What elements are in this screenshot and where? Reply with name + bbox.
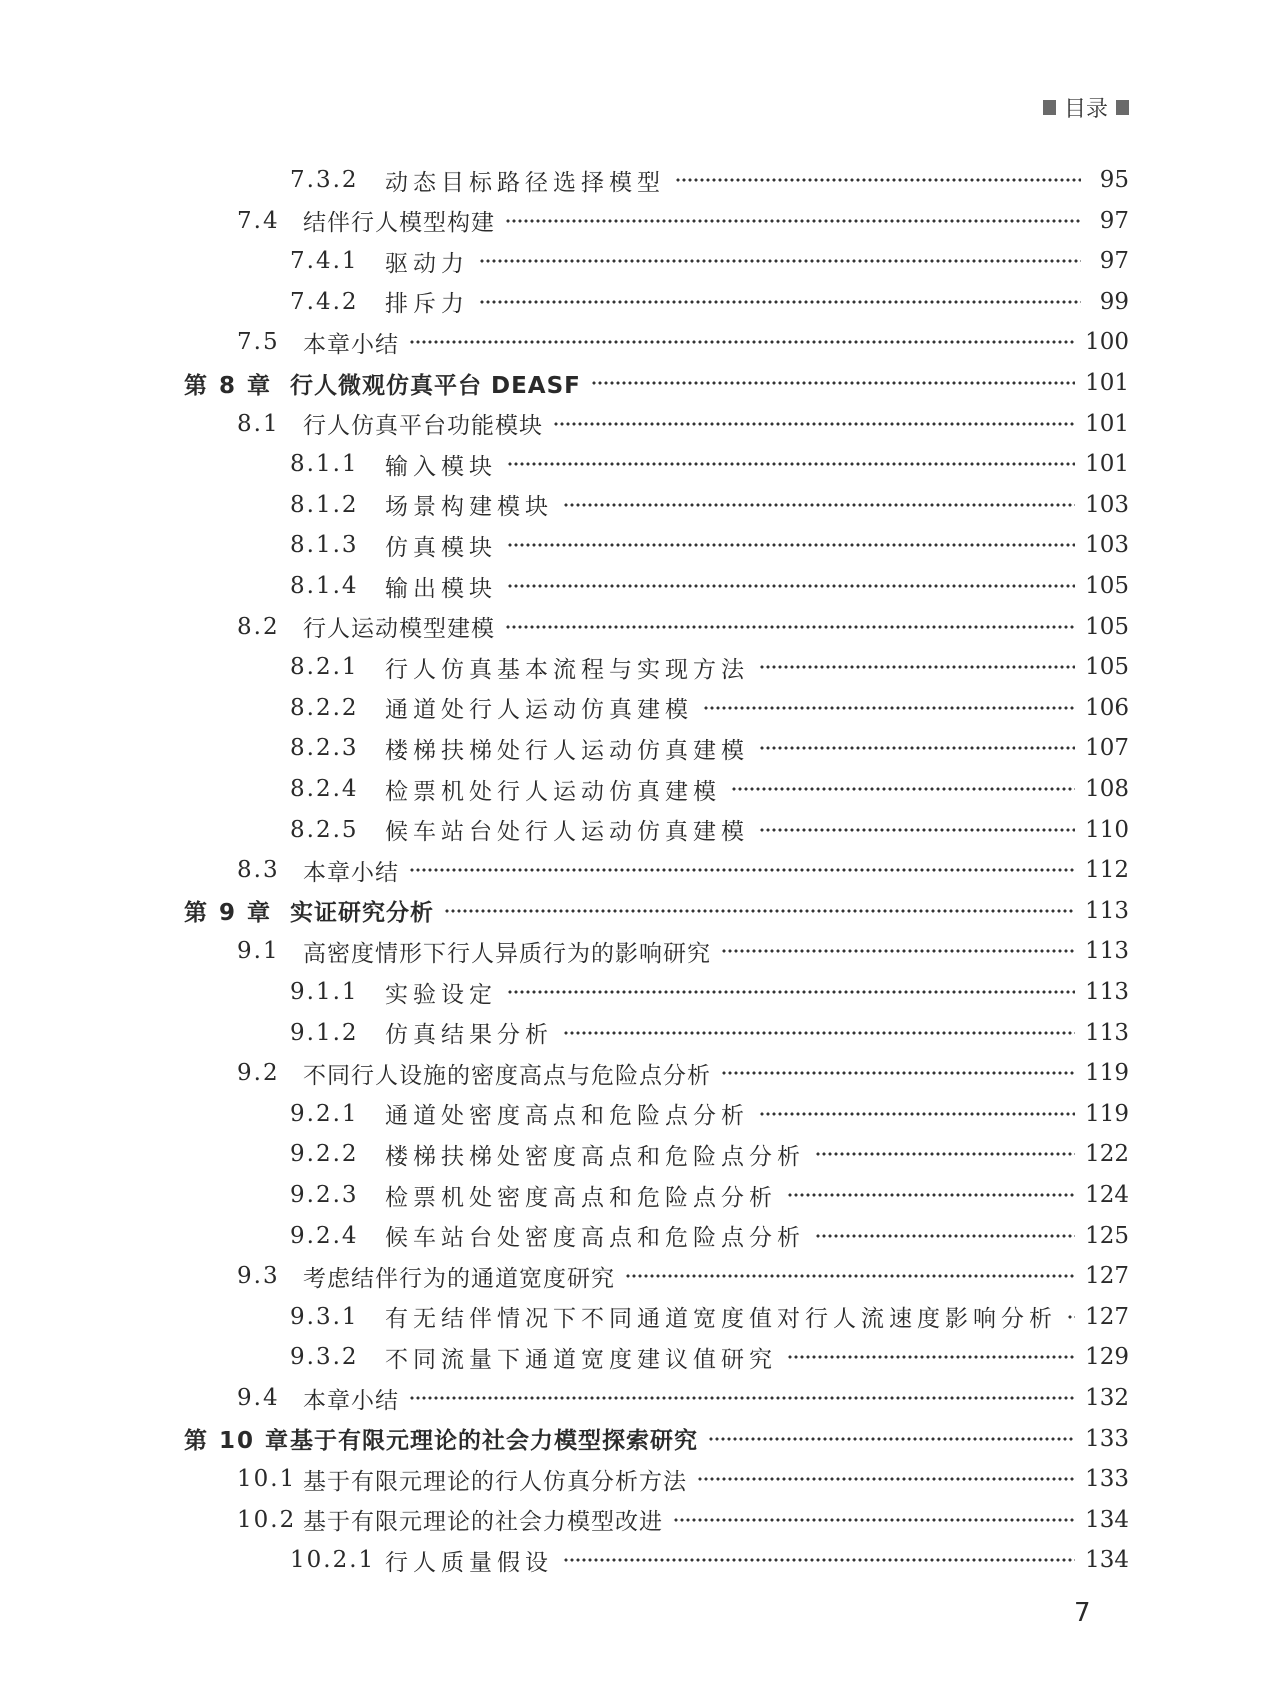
dot-leader	[563, 1553, 1075, 1567]
entry-page: 101	[1085, 370, 1129, 396]
dot-leader	[563, 1026, 1075, 1040]
entry-title: 动态目标路径选择模型	[385, 169, 665, 196]
dot-leader	[787, 1350, 1075, 1364]
entry-page: 99	[1099, 288, 1129, 315]
entry-title: 通道处行人运动仿真建模	[385, 697, 693, 724]
toc-section-entry[interactable]	[237, 607, 1129, 647]
entry-number: 第 8 章	[184, 372, 273, 399]
entry-page: 106	[1085, 694, 1129, 721]
entry-page: 97	[1099, 248, 1129, 275]
entry-page: 113	[1085, 1019, 1129, 1046]
toc-section-entry[interactable]	[237, 201, 1129, 241]
entry-page: 134	[1085, 1547, 1129, 1574]
dot-leader	[507, 457, 1075, 471]
dot-leader	[721, 944, 1075, 958]
toc-subsection-entry[interactable]	[290, 810, 1129, 850]
dot-leader	[759, 1107, 1075, 1121]
toc-subsection-entry[interactable]	[290, 282, 1129, 322]
entry-number: 8.2.2	[290, 694, 359, 721]
entry-title: 不同流量下通道宽度建议值研究	[385, 1346, 777, 1373]
entry-title: 仿真模块	[385, 534, 497, 561]
entry-title: 输出模块	[385, 575, 497, 602]
entry-number: 7.4	[237, 207, 280, 234]
entry-page: 103	[1085, 532, 1129, 559]
entry-title: 本章小结	[303, 859, 399, 886]
toc-subsection-entry[interactable]	[290, 972, 1129, 1012]
entry-page: 129	[1085, 1344, 1129, 1371]
dot-leader	[697, 1472, 1075, 1486]
dot-leader	[673, 1513, 1075, 1527]
entry-number: 7.4.2	[290, 288, 359, 315]
entry-page: 105	[1085, 654, 1129, 681]
entry-title: 不同行人设施的密度高点与危险点分析	[303, 1062, 711, 1089]
dot-leader	[675, 173, 1081, 187]
entry-number: 10.1	[237, 1466, 297, 1493]
toc-section-entry[interactable]	[237, 931, 1129, 971]
square-ornament-icon	[1116, 100, 1129, 115]
toc-section-entry[interactable]	[237, 1459, 1129, 1499]
entry-page: 105	[1085, 613, 1129, 640]
dot-leader	[815, 1229, 1075, 1243]
entry-number: 8.2	[237, 613, 280, 640]
dot-leader	[759, 823, 1075, 837]
toc-section-entry[interactable]	[237, 1053, 1129, 1093]
entry-title: 楼梯扶梯处密度高点和危险点分析	[385, 1143, 805, 1170]
entry-page: 134	[1085, 1506, 1129, 1533]
entry-number: 9.2.2	[290, 1141, 359, 1168]
dot-leader	[591, 376, 1075, 390]
entry-title: 行人质量假设	[385, 1549, 553, 1576]
entry-title: 实证研究分析	[290, 900, 434, 927]
toc-chapter-entry[interactable]	[184, 891, 1129, 931]
dot-leader	[563, 498, 1075, 512]
entry-title: 楼梯扶梯处行人运动仿真建模	[385, 737, 749, 764]
entry-number: 9.2	[237, 1060, 280, 1087]
dot-leader	[409, 863, 1075, 877]
entry-page: 113	[1085, 938, 1129, 965]
entry-title: 行人微观仿真平台 DEASF	[290, 372, 581, 399]
toc-subsection-entry[interactable]	[290, 728, 1129, 768]
entry-number: 9.2.4	[290, 1222, 359, 1249]
entry-number: 7.5	[237, 329, 280, 356]
dot-leader	[625, 1269, 1075, 1283]
entry-page: 101	[1085, 451, 1129, 478]
entry-title: 检票机处行人运动仿真建模	[385, 778, 721, 805]
toc-subsection-entry[interactable]	[290, 1013, 1129, 1053]
entry-page: 107	[1085, 735, 1129, 762]
entry-title: 排斥力	[385, 291, 469, 318]
toc-subsection-entry[interactable]	[290, 769, 1129, 809]
entry-number: 8.2.4	[290, 776, 359, 802]
toc-section-entry[interactable]	[237, 1378, 1129, 1418]
toc-section-entry[interactable]	[237, 322, 1129, 362]
entry-number: 8.2.5	[290, 816, 359, 843]
dot-leader	[409, 1391, 1075, 1405]
toc-subsection-entry[interactable]	[290, 1297, 1129, 1337]
toc-subsection-entry[interactable]	[290, 160, 1129, 200]
entry-number: 8.1	[237, 410, 280, 437]
entry-page: 113	[1085, 979, 1129, 1005]
entry-page: 108	[1085, 776, 1129, 802]
toc-subsection-entry[interactable]	[290, 1094, 1129, 1134]
entry-number: 10.2.1	[290, 1547, 376, 1574]
toc-subsection-entry[interactable]	[290, 485, 1129, 525]
dot-leader	[787, 1188, 1075, 1202]
entry-title: 考虑结伴行为的通道宽度研究	[303, 1265, 615, 1292]
toc-section-entry[interactable]	[237, 404, 1129, 444]
dot-leader	[479, 295, 1081, 309]
entry-number: 8.1.2	[290, 491, 359, 518]
toc-subsection-entry[interactable]	[290, 688, 1129, 728]
toc-subsection-entry[interactable]	[290, 566, 1129, 606]
entry-title: 结伴行人模型构建	[303, 210, 495, 237]
entry-page: 100	[1085, 329, 1129, 356]
entry-title: 候车站台处密度高点和危险点分析	[385, 1225, 805, 1252]
toc-subsection-entry[interactable]	[290, 1540, 1129, 1580]
dot-leader	[507, 579, 1075, 593]
entry-number: 9.3.1	[290, 1303, 359, 1330]
entry-number: 第 10 章	[184, 1428, 291, 1455]
entry-number: 9.1.2	[290, 1019, 359, 1046]
entry-number: 9.3	[237, 1263, 280, 1290]
toc-subsection-entry[interactable]	[290, 1216, 1129, 1256]
entry-number: 8.1.3	[290, 532, 359, 559]
entry-title: 候车站台处行人运动仿真建模	[385, 819, 749, 846]
toc-subsection-entry[interactable]	[290, 1337, 1129, 1377]
entry-number: 第 9 章	[184, 900, 273, 927]
toc-chapter-entry[interactable]	[184, 1419, 1129, 1459]
dot-leader	[505, 620, 1075, 634]
dot-leader	[1067, 1310, 1075, 1324]
dot-leader	[409, 335, 1075, 349]
entry-number: 9.2.1	[290, 1100, 359, 1127]
toc-section-entry[interactable]	[237, 1500, 1129, 1540]
entry-number: 8.1.1	[290, 451, 359, 478]
entry-title: 场景构建模块	[385, 494, 553, 521]
dot-leader	[731, 782, 1075, 796]
toc-subsection-entry[interactable]	[290, 525, 1129, 565]
entry-number: 8.2.3	[290, 735, 359, 762]
entry-number: 9.3.2	[290, 1344, 359, 1371]
toc-chapter-entry[interactable]	[184, 363, 1129, 403]
entry-title: 基于有限元理论的行人仿真分析方法	[303, 1468, 687, 1495]
entry-page: 101	[1085, 410, 1129, 437]
dot-leader	[759, 660, 1075, 674]
entry-page: 119	[1085, 1060, 1129, 1087]
entry-page: 105	[1085, 573, 1129, 599]
toc-section-entry[interactable]	[237, 850, 1129, 890]
dot-leader	[444, 904, 1075, 918]
dot-leader	[505, 214, 1081, 228]
entry-title: 实验设定	[385, 981, 497, 1008]
entry-page: 110	[1085, 816, 1129, 843]
toc-subsection-entry[interactable]	[290, 444, 1129, 484]
entry-page: 119	[1085, 1100, 1129, 1127]
entry-number: 7.3.2	[290, 167, 359, 193]
square-ornament-icon	[1043, 100, 1056, 115]
dot-leader	[507, 538, 1075, 552]
entry-title: 高密度情形下行人异质行为的影响研究	[303, 940, 711, 967]
entry-title: 基于有限元理论的社会力模型探索研究	[290, 1428, 698, 1455]
entry-title: 本章小结	[303, 1387, 399, 1414]
entry-page: 95	[1099, 167, 1129, 193]
entry-page: 112	[1085, 857, 1129, 884]
entry-number: 8.2.1	[290, 654, 359, 681]
entry-title: 仿真结果分析	[385, 1022, 553, 1049]
dot-leader	[507, 985, 1075, 999]
dot-leader	[703, 701, 1075, 715]
entry-number: 9.1.1	[290, 979, 359, 1005]
dot-leader	[553, 417, 1075, 431]
entry-title: 基于有限元理论的社会力模型改进	[303, 1509, 663, 1536]
entry-page: 122	[1085, 1141, 1129, 1168]
entry-title: 输入模块	[385, 453, 497, 480]
entry-page: 125	[1085, 1222, 1129, 1249]
entry-page: 124	[1085, 1182, 1129, 1208]
dot-leader	[815, 1147, 1075, 1161]
toc-section-entry[interactable]	[237, 1256, 1129, 1296]
entry-title: 有无结伴情况下不同通道宽度值对行人流速度影响分析	[385, 1306, 1057, 1333]
entry-title: 行人仿真平台功能模块	[303, 413, 543, 440]
entry-page: 97	[1099, 207, 1129, 234]
toc-subsection-entry[interactable]	[290, 647, 1129, 687]
entry-number: 9.1	[237, 938, 280, 965]
entry-number: 7.4.1	[290, 248, 359, 275]
entry-page: 133	[1085, 1466, 1129, 1493]
entry-page: 127	[1085, 1303, 1129, 1330]
entry-page: 132	[1085, 1385, 1129, 1411]
entry-number: 9.2.3	[290, 1182, 359, 1208]
toc-subsection-entry[interactable]	[290, 241, 1129, 281]
entry-title: 检票机处密度高点和危险点分析	[385, 1184, 777, 1211]
entry-number: 8.1.4	[290, 573, 359, 599]
dot-leader	[759, 741, 1075, 755]
entry-title: 行人运动模型建模	[303, 616, 495, 643]
entry-page: 113	[1085, 897, 1129, 924]
entry-title: 通道处密度高点和危险点分析	[385, 1103, 749, 1130]
entry-page: 133	[1085, 1425, 1129, 1452]
dot-leader	[721, 1066, 1075, 1080]
page-number: 7	[1074, 1598, 1091, 1628]
entry-page: 127	[1085, 1263, 1129, 1290]
entry-page: 103	[1085, 491, 1129, 518]
entry-number: 10.2	[237, 1506, 297, 1533]
entry-title: 行人仿真基本流程与实现方法	[385, 656, 749, 683]
entry-number: 9.4	[237, 1385, 280, 1411]
dot-leader	[708, 1432, 1075, 1446]
dot-leader	[479, 254, 1081, 268]
toc-subsection-entry[interactable]	[290, 1134, 1129, 1174]
toc-subsection-entry[interactable]	[290, 1175, 1129, 1215]
running-header	[1043, 92, 1129, 123]
header-title: 目录	[1063, 97, 1108, 122]
entry-title: 本章小结	[303, 331, 399, 358]
entry-number: 8.3	[237, 857, 280, 884]
entry-title: 驱动力	[385, 250, 469, 277]
